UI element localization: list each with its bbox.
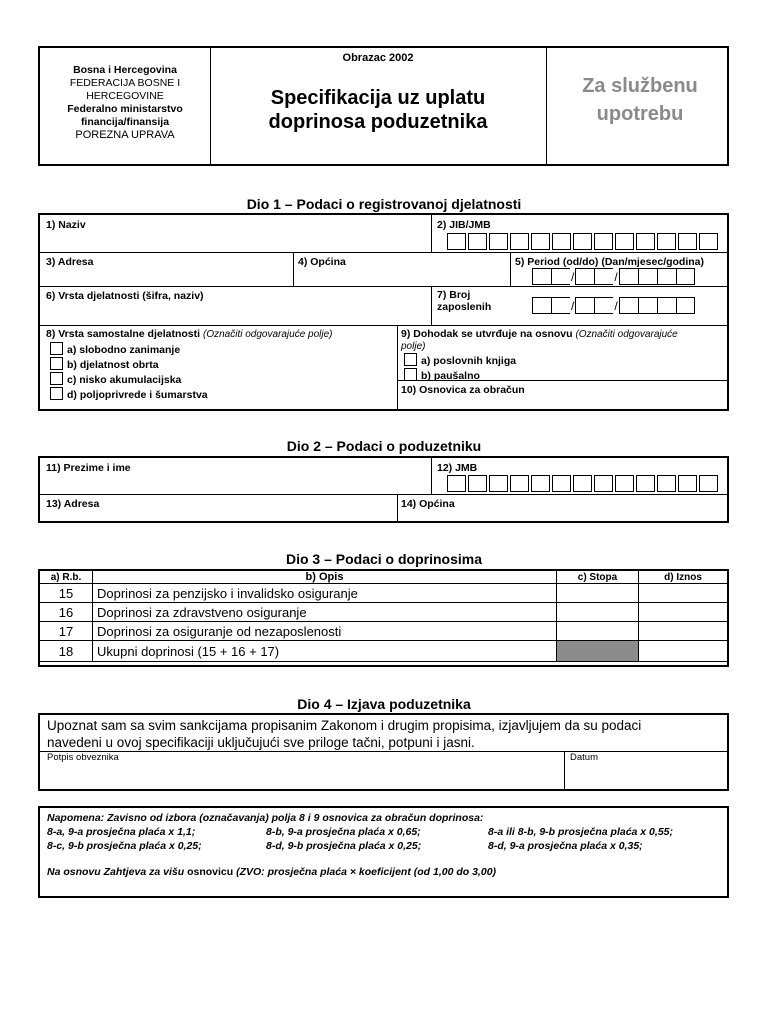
checkbox-8d[interactable]: [50, 387, 63, 400]
field-jmb-label: 12) JMB: [437, 462, 478, 474]
row-rb: 18: [40, 641, 93, 662]
row-iznos-cell[interactable]: [639, 622, 728, 641]
row-stopa-cell[interactable]: [557, 584, 639, 603]
col-rb-header: a) R.b.: [40, 571, 93, 584]
issuer-ministry: Federalno ministarstvo financija/finansija: [67, 103, 183, 128]
section1-title: Dio 1 – Podaci o registrovanoj djelatnosti: [246, 196, 522, 212]
note-box: [38, 806, 729, 898]
form-code: Obrazac 2002: [342, 52, 414, 64]
row-rb: 16: [40, 603, 93, 622]
table-row: [40, 622, 728, 641]
section2-title: Dio 2 – Podaci o poduzetniku: [286, 438, 482, 454]
row-iznos-cell[interactable]: [639, 584, 728, 603]
field-broj-label: [437, 289, 491, 313]
note-r2c2: 8-d, 9-b prosječna plaća x 0,25;: [266, 840, 422, 852]
field-broj-line1: 7) Broj: [437, 289, 471, 301]
issuer-federation: FEDERACIJA BOSNE I HERCEGOVINE: [69, 77, 181, 102]
issuer-country: Bosna i Hercegovina: [73, 64, 177, 76]
option-9a[interactable]: a) poslovnih knjiga: [404, 353, 516, 367]
col-stopa-header: c) Stopa: [557, 571, 639, 584]
section3-title: Dio 3 – Podaci o doprinosima: [285, 551, 483, 567]
row-iznos-cell[interactable]: [639, 641, 728, 662]
statement-text: Upoznat sam sa svim sankcijama propisanim Zakonom i drugim propisima, izjavljujem da su podaci navedeni u ovoj specifikaciji uključujući sve priloge tačni, potpuni i jasni.: [47, 718, 642, 750]
period-date-cells[interactable]: / /: [532, 268, 695, 285]
field-vrsta-samostalne-label: 8) Vrsta samostalne djelatnosti (Označiti odgovarajuće polje): [46, 328, 333, 340]
checkbox-9a[interactable]: [404, 353, 417, 366]
option-8d[interactable]: d) poljoprivrede i šumarstva: [50, 387, 208, 401]
section4-box: [38, 713, 729, 791]
field-jib-label: 2) JIB/JMB: [437, 219, 491, 231]
row-rb: 17: [40, 622, 93, 641]
field-naziv-label: 1) Naziv: [46, 219, 86, 231]
row-opis: Doprinosi za penzijsko i invalidsko osiguranje: [93, 584, 557, 603]
field-prezime-label: 11) Prezime i ime: [46, 462, 131, 474]
issuer-authority: POREZNA UPRAVA: [75, 129, 175, 141]
checkbox-8c[interactable]: [50, 372, 63, 385]
row-iznos-cell[interactable]: [639, 603, 728, 622]
option-8c[interactable]: c) nisko akumulacijska: [50, 372, 181, 386]
row-stopa-cell[interactable]: [557, 603, 639, 622]
option-8a[interactable]: a) slobodno zanimanje: [50, 342, 180, 356]
field9-hint-line2: polje): [401, 341, 426, 352]
col-opis-header: b) Opis: [93, 571, 557, 584]
note-r1c3: 8-a ili 8-b, 9-b prosječna plaća x 0,55;: [488, 826, 673, 838]
field-osnovica-label: 10) Osnovica za obračun: [401, 384, 525, 396]
jmb-cells[interactable]: [447, 475, 720, 492]
field-dohodak-label: 9) Dohodak se utvrđuje na osnovu (Označiti odgovarajuće: [401, 328, 678, 340]
field-broj-line2: zaposlenih: [437, 301, 492, 313]
checkbox-8b[interactable]: [50, 357, 63, 370]
field-period-label: 5) Period (od/do) (Dan/mjesec/godina): [515, 256, 705, 268]
row-stopa-cell[interactable]: [557, 622, 639, 641]
official-use-label: Za službenu upotrebu: [582, 75, 698, 125]
jib-cells[interactable]: [447, 233, 720, 250]
note-zvo: Na osnovu Zahtjeva za višu osnovicu (ZVO: prosječna plaća × koeficijent (od 1,00 do 3,00): [47, 866, 497, 878]
issuer-block: [40, 64, 210, 142]
field-adresa2-label: 13) Adresa: [46, 498, 100, 510]
field-opcina-label: 4) Općina: [298, 256, 346, 268]
row-opis: Ukupni doprinosi (15 + 16 + 17): [93, 641, 557, 662]
note-r1c2: 8-b, 9-a prosječna plaća x 0,65;: [266, 826, 421, 838]
form-title: Specifikacija uz uplatu doprinosa poduzetnika: [268, 87, 488, 133]
section2-box: [38, 456, 729, 523]
form-header: [38, 46, 729, 166]
field-djelatnost-label: 6) Vrsta djelatnosti (šifra, naziv): [46, 290, 204, 302]
signature-label: Potpis obveznika: [47, 752, 119, 763]
table-row: [40, 641, 728, 662]
field-adresa-label: 3) Adresa: [46, 256, 94, 268]
table-row: [40, 584, 728, 603]
section3-box: [38, 569, 729, 667]
checkbox-8a[interactable]: [50, 342, 63, 355]
note-line1: Napomena: Zavisno od izbora (označavanja) polja 8 i 9 osnovica za obračun doprinosa:: [47, 812, 484, 824]
section4-title: Dio 4 – Izjava poduzetnika: [297, 696, 471, 712]
field8-hint: (Označiti odgovarajuće polje): [202, 329, 333, 340]
option-9b[interactable]: b) paušalno: [404, 368, 480, 382]
field9-hint: (Označiti odgovarajuće: [575, 329, 678, 340]
option-8b[interactable]: b) djelatnost obrta: [50, 357, 159, 371]
row-rb: 15: [40, 584, 93, 603]
checkbox-9b[interactable]: [404, 368, 417, 381]
section1-box: [38, 213, 729, 411]
field-opcina2-label: 14) Općina: [401, 498, 455, 510]
contributions-table: [39, 570, 728, 662]
col-iznos-header: d) Iznos: [639, 571, 728, 584]
row-opis: Doprinosi za zdravstveno osiguranje: [93, 603, 557, 622]
note-r1c1: 8-a, 9-a prosječna plaća x 1,1;: [47, 826, 196, 838]
table-row: [40, 603, 728, 622]
date-label: Datum: [570, 752, 598, 763]
employees-cells[interactable]: / /: [532, 297, 695, 314]
note-r2c3: 8-d, 9-a prosječna plaća x 0,35;: [488, 840, 643, 852]
note-r2c1: 8-c, 9-b prosječna plaća x 0,25;: [47, 840, 202, 852]
row-stopa-shaded: [557, 641, 639, 662]
row-opis: Doprinosi za osiguranje od nezaposlenosti: [93, 622, 557, 641]
